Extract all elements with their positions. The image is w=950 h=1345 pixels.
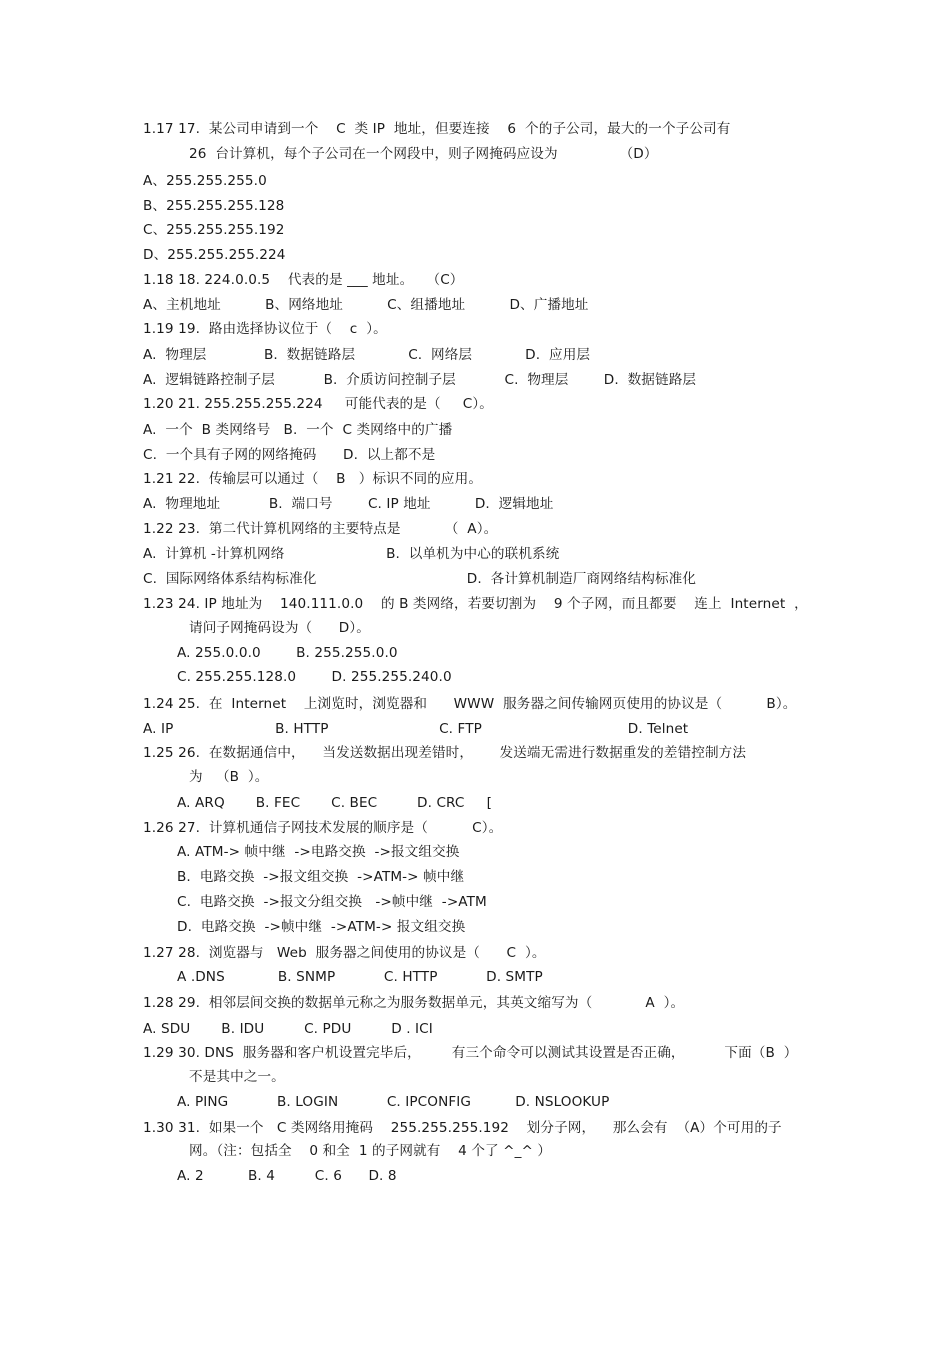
- options-1-29: A. PING B. LOGIN C. IPCONFIG D. NSLOOKUP: [177, 1094, 610, 1110]
- question-1-30-line-1: 1.30 31. 如果一个 C 类网络用掩码 255.255.255.192 划分子网， 那么会有 （A）个可用的子: [143, 1120, 782, 1136]
- options-1-21: A. 物理地址 B. 端口号 C. IP 地址 D. 逻辑地址: [143, 496, 554, 512]
- options-1-20-row-2: C. 一个具有子网的网络掩码 D. 以上都不是: [143, 447, 436, 463]
- question-1-26: 1.26 27. 计算机通信子网技术发展的顺序是（ C）。: [143, 820, 503, 836]
- options-1-30: A. 2 B. 4 C. 6 D. 8: [177, 1168, 397, 1184]
- option-1-26-c: C. 电路交换 ->报文分组交换 ->帧中继 ->ATM: [177, 894, 487, 910]
- options-1-20-row-1: A. 一个 B 类网络号 B. 一个 C 类网络中的广播: [143, 422, 453, 438]
- option-b: B、255.255.255.128: [143, 198, 285, 214]
- question-1-19: 1.19 19. 路由选择协议位于（ c ）。: [143, 321, 387, 337]
- option-1-26-d: D. 电路交换 ->帧中继 ->ATM-> 报文组交换: [177, 919, 466, 935]
- options-1-22-row-2: C. 国际网络体系结构标准化 D. 各计算机制造厂商网络结构标准化: [143, 571, 697, 587]
- options-1-27: A .DNS B. SNMP C. HTTP D. SMTP: [177, 969, 543, 985]
- question-1-21: 1.21 22. 传输层可以通过（ B ）标识不同的应用。: [143, 471, 483, 487]
- question-1-23-line-2: 请问子网掩码设为（ D）。: [189, 620, 370, 636]
- question-1-23-line-1: 1.23 24. IP 地址为 140.111.0.0 的 B 类网络，若要切割为 9 个子网，而且都要 连上 Internet ，: [143, 596, 808, 612]
- options-1-18: A、主机地址 B、网络地址 C、组播地址 D、广播地址: [143, 297, 589, 313]
- option-d: D、255.255.255.224: [143, 247, 286, 263]
- question-1-30-line-2: 网。（注：包括全 0 和全 1 的子网就有 4 个了 ^_^ ）: [189, 1143, 552, 1159]
- options-1-19-row-1: A. 物理层 B. 数据链路层 C. 网络层 D. 应用层: [143, 347, 591, 363]
- question-1-27: 1.27 28. 浏览器与 Web 服务器之间使用的协议是（ C ）。: [143, 945, 546, 961]
- question-1-22: 1.22 23. 第二代计算机网络的主要特点是 （ A）。: [143, 521, 498, 537]
- options-1-25: A. ARQ B. FEC C. BEC D. CRC [: [177, 795, 493, 811]
- question-1-25-line-1: 1.25 26. 在数据通信中， 当发送数据出现差错时， 发送端无需进行数据重发的差错控制方法: [143, 745, 747, 761]
- question-1-24: 1.24 25. 在 Internet 上浏览时，浏览器和 WWW 服务器之间传输网页使用的协议是（ B）。: [143, 696, 797, 712]
- option-c: C、255.255.255.192: [143, 222, 285, 238]
- option-1-26-a: A. ATM-> 帧中继 ->电路交换 ->报文组交换: [177, 844, 460, 860]
- question-1-29-line-2: 不是其中之一。: [189, 1069, 285, 1085]
- options-1-24: A. IP B. HTTP C. FTP D. Telnet: [143, 721, 689, 737]
- option-a: A、255.255.255.0: [143, 173, 267, 189]
- question-1-17-line-2: 26 台计算机，每个子公司在一个网段中，则子网掩码应设为 （D）: [189, 146, 658, 162]
- options-1-28: A. SDU B. IDU C. PDU D . ICI: [143, 1021, 433, 1037]
- option-1-26-b: B. 电路交换 ->报文组交换 ->ATM-> 帧中继: [177, 869, 465, 885]
- question-1-18: 1.18 18. 224.0.0.5 代表的是 ___ 地址。 （C）: [143, 272, 464, 288]
- options-1-23-row-1: A. 255.0.0.0 B. 255.255.0.0: [177, 645, 398, 661]
- question-1-25-line-2: 为 （B ）。: [189, 769, 269, 785]
- options-1-22-row-1: A. 计算机 -计算机网络 B. 以单机为中心的联机系统: [143, 546, 560, 562]
- question-1-29-line-1: 1.29 30. DNS 服务器和客户机设置完毕后， 有三个命令可以测试其设置是否正确， 下面（B ）: [143, 1045, 798, 1061]
- question-1-28: 1.28 29. 相邻层间交换的数据单元称之为服务数据单元，其英文缩写为（ A ）。: [143, 995, 685, 1011]
- question-1-20: 1.20 21. 255.255.255.224 可能代表的是（ C）。: [143, 396, 493, 412]
- options-1-23-row-2: C. 255.255.128.0 D. 255.255.240.0: [177, 669, 452, 685]
- question-1-17-line-1: 1.17 17. 某公司申请到一个 C 类 IP 地址，但要连接 6 个的子公司，最大的一个子公司有: [143, 121, 731, 137]
- options-1-19-row-2: A. 逻辑链路控制子层 B. 介质访问控制子层 C. 物理层 D. 数据链路层: [143, 372, 697, 388]
